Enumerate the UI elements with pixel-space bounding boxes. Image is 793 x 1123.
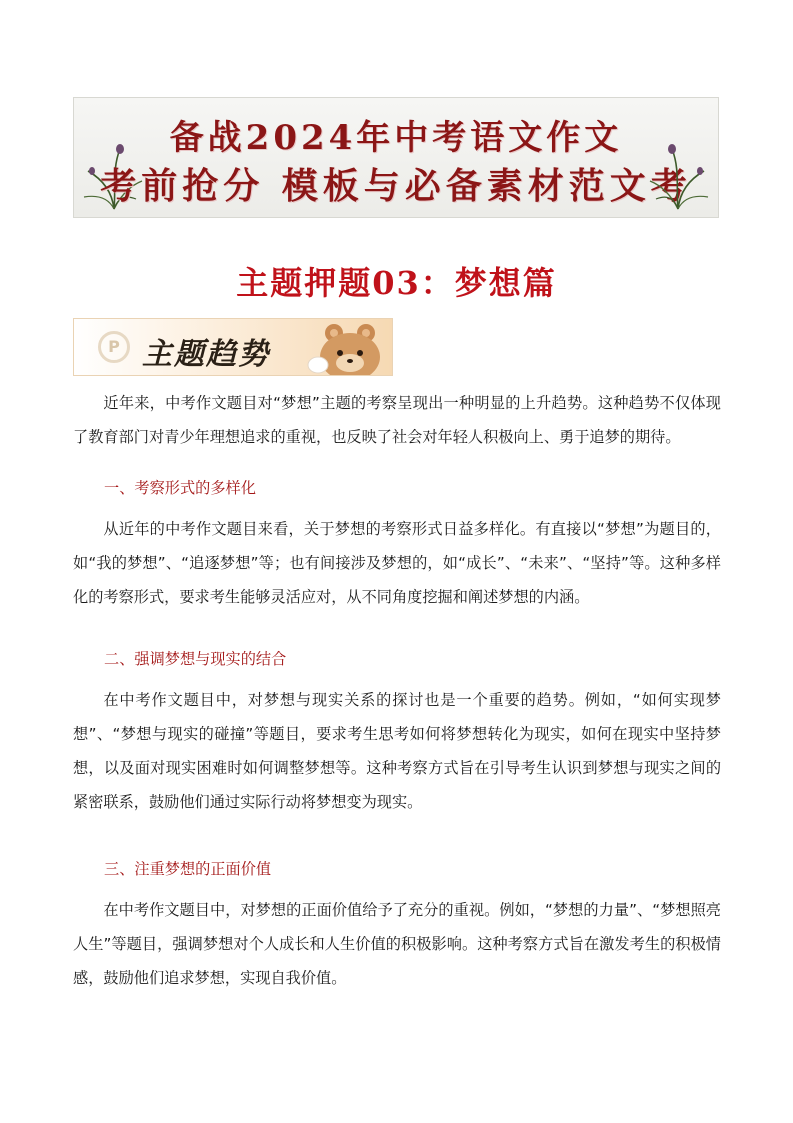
coin-icon: P bbox=[98, 331, 130, 363]
section-heading-3: 三、注重梦想的正面价值 bbox=[104, 860, 272, 878]
section-heading-1: 一、考察形式的多样化 bbox=[104, 479, 256, 497]
bear-mascot-icon bbox=[304, 321, 392, 376]
section-body-2: 在中考作文题目中，对梦想与现实关系的探讨也是一个重要的趋势。例如，“如何实现梦想”、“梦想与现实的碰撞”等题目，要求考生思考如何将梦想转化为现实，如何在现实中坚持梦想，以及面对现实困难时如何调整梦想等。这种考察方式旨在引导考生认识到梦想与现实之间的紧密联系，鼓励他们通过实际行动将梦想变为现实。 bbox=[73, 691, 721, 811]
header-banner bbox=[73, 97, 719, 218]
section-badge bbox=[73, 318, 393, 376]
banner-line-2: 考前抢分 模板与必备素材范文考 bbox=[100, 165, 692, 207]
banner-line-1: 备战2024年中考语文作文 bbox=[169, 118, 623, 158]
orchid-icon bbox=[646, 141, 710, 211]
section-body-3: 在中考作文题目中，对梦想的正面价值给予了充分的重视。例如，“梦想的力量”、“梦想照亮人生”等题目，强调梦想对个人成长和人生价值的积极影响。这种考察方式旨在激发考生的积极情感，鼓励他们追求梦想，实现自我价值。 bbox=[73, 901, 721, 987]
section-badge-label: 主题趋势 bbox=[142, 337, 270, 372]
section-body-1: 从近年的中考作文题目来看，关于梦想的考察形式日益多样化。有直接以“梦想”为题目的，如“我的梦想”、“追逐梦想”等；也有间接涉及梦想的，如“成长”、“未来”、“坚持”等。这种多样化的考察形式，要求考生能够灵活应对，从不同角度挖掘和阐述梦想的内涵。 bbox=[73, 520, 721, 606]
page-title: 主题押题03：梦想篇 bbox=[236, 264, 557, 302]
section-heading-2: 二、强调梦想与现实的结合 bbox=[104, 650, 287, 668]
intro-paragraph: 近年来，中考作文题目对“梦想”主题的考察呈现出一种明显的上升趋势。这种趋势不仅体现了教育部门对青少年理想追求的重视，也反映了社会对年轻人积极向上、勇于追梦的期待。 bbox=[73, 394, 721, 446]
